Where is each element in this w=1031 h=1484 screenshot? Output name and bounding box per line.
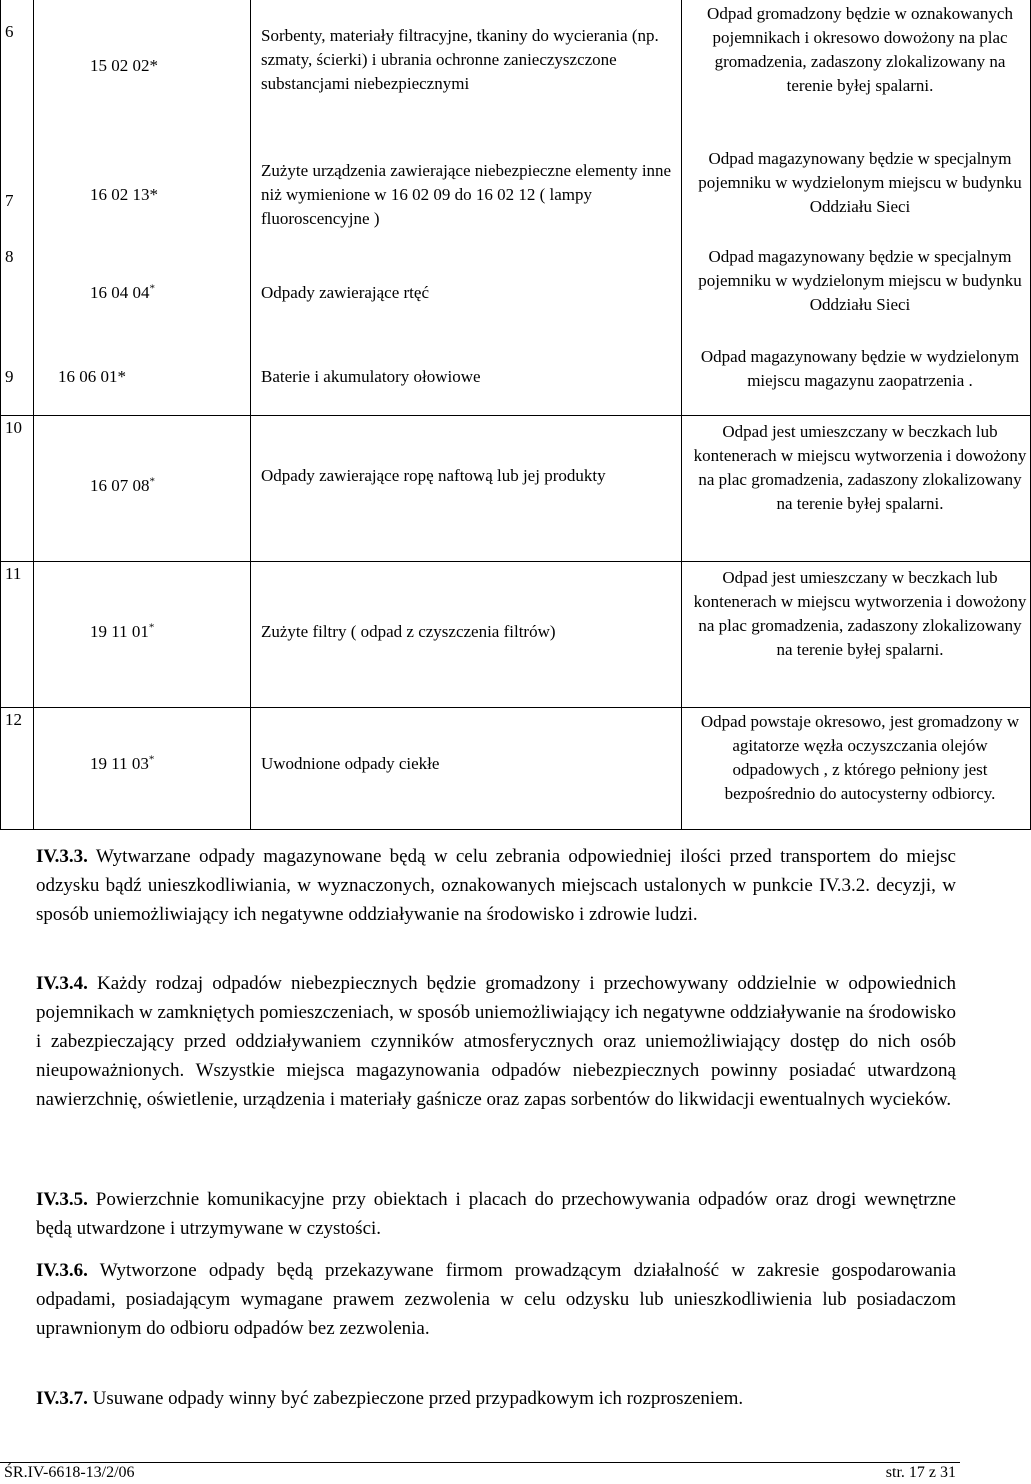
waste-name: Sorbenty, materiały filtracyjne, tkaniny do wycierania (np. szmaty, ścierki) i ubrania ochronne zanieczyszczone substancjami niebezpiecznymi bbox=[251, 0, 682, 147]
table-row bbox=[1, 245, 1031, 343]
paragraph-label: IV.3.5. bbox=[36, 1189, 88, 1210]
waste-code: 16 04 04* bbox=[34, 245, 251, 343]
waste-code: 15 02 02* bbox=[34, 0, 251, 147]
paragraph-label: IV.3.6. bbox=[36, 1260, 88, 1281]
waste-handling: Odpad powstaje okresowo, jest gromadzony w agitatorze węzła oczyszczania olejów odpadowych , z którego pełniony jest bezpośrednio do autocysterny odbiorcy. bbox=[682, 707, 1031, 829]
waste-code: 16 07 08* bbox=[34, 415, 251, 561]
page-number: str. 17 z 31 bbox=[885, 1464, 956, 1481]
row-number: 7 bbox=[1, 147, 34, 245]
waste-code: 16 02 13* bbox=[34, 147, 251, 245]
waste-name: Zużyte urządzenia zawierające niebezpieczne elementy inne niż wymienione w 16 02 09 do 16 02 12 ( lampy fluoroscencyjne ) bbox=[251, 147, 682, 245]
waste-code: 19 11 01* bbox=[34, 561, 251, 707]
footer-divider bbox=[0, 1462, 960, 1463]
paragraph-iv-3-7 bbox=[36, 1384, 956, 1413]
waste-name: Uwodnione odpady ciekłe bbox=[251, 707, 682, 829]
waste-handling: Odpad jest umieszczany w beczkach lub kontenerach w miejscu wytworzenia i dowożony na plac gromadzenia, zadaszony zlokalizowany na terenie byłej spalarni. bbox=[682, 561, 1031, 707]
waste-name: Odpady zawierające ropę naftową lub jej produkty bbox=[251, 415, 682, 561]
row-number: 9 bbox=[1, 343, 34, 415]
waste-name: Zużyte filtry ( odpad z czyszczenia filtrów) bbox=[251, 561, 682, 707]
table-row bbox=[1, 707, 1031, 829]
paragraph-iv-3-3 bbox=[36, 842, 956, 929]
waste-code: 16 06 01* bbox=[34, 343, 251, 415]
paragraph-text: Wytworzone odpady będą przekazywane firmom prowadzącym działalność w zakresie gospodarowania odpadami, posiadającym wymagane prawem zezwolenia w celu odzysku lub unieszkodliwienia lub posiadaczom uprawnionym do odbioru odpadów bez zezwolenia. bbox=[36, 1260, 956, 1339]
paragraph-iv-3-6 bbox=[36, 1256, 956, 1343]
paragraph-text: Każdy rodzaj odpadów niebezpiecznych będzie gromadzony i przechowywany oddzielnie w odpowiednich pojemnikach w zamkniętych pomieszczeniach, w sposób uniemożliwiający ich negatywne oddziaływanie na środowisko i zabezpieczający przed oddziaływaniem czynników atmosferycznych oraz uniemożliwiający dostęp do nich osób nieupoważnionych. Wszystkie miejsca magazynowania odpadów niebezpiecznych powinny posiadać utwardzoną nawierzchnię, oświetlenie, urządzenia i materiały gaśnicze oraz zapas sorbentów do likwidacji ewentualnych wycieków. bbox=[36, 973, 956, 1110]
paragraph-label: IV.3.3. bbox=[36, 846, 88, 867]
paragraph-label: IV.3.4. bbox=[36, 973, 88, 994]
waste-handling: Odpad gromadzony będzie w oznakowanych pojemnikach i okresowo dowożony na plac gromadzenia, zadaszony zlokalizowany na terenie byłej spalarni. bbox=[682, 0, 1031, 147]
waste-handling: Odpad magazynowany będzie w specjalnym pojemniku w wydzielonym miejscu w budynku Oddziału Sieci bbox=[682, 147, 1031, 245]
waste-handling: Odpad magazynowany będzie w wydzielonym miejscu magazynu zaopatrzenia . bbox=[682, 343, 1031, 415]
waste-handling: Odpad jest umieszczany w beczkach lub kontenerach w miejscu wytworzenia i dowożony na plac gromadzenia, zadaszony zlokalizowany na terenie byłej spalarni. bbox=[682, 415, 1031, 561]
row-number: 6 bbox=[1, 0, 34, 147]
row-number: 12 bbox=[1, 707, 34, 829]
row-number: 10 bbox=[1, 415, 34, 561]
paragraph-text: Powierzchnie komunikacyjne przy obiektach i placach do przechowywania odpadów oraz drogi wewnętrzne będą utwardzone i utrzymywane w czystości. bbox=[36, 1189, 956, 1239]
waste-handling: Odpad magazynowany będzie w specjalnym pojemniku w wydzielonym miejscu w budynku Oddziału Sieci bbox=[682, 245, 1031, 343]
row-number: 8 bbox=[1, 245, 34, 343]
table-row bbox=[1, 343, 1031, 415]
paragraph-text: Wytwarzane odpady magazynowane będą w celu zebrania odpowiedniej ilości przed transportem do miejsc odzysku bądź unieszkodliwiania, w wyznaczonych, oznakowanych miejscach ustalonych w punkcie IV.3.2. decyzji, w sposób uniemożliwiający ich negatywne oddziaływanie na środowisko i zdrowie ludzi. bbox=[36, 846, 956, 925]
paragraph-text: Usuwane odpady winny być zabezpieczone przed przypadkowym ich rozproszeniem. bbox=[87, 1388, 744, 1409]
table-row bbox=[1, 0, 1031, 147]
table-row bbox=[1, 147, 1031, 245]
table-row bbox=[1, 561, 1031, 707]
document-reference: ŚR.IV-6618-13/2/06 bbox=[4, 1464, 135, 1481]
paragraph-label: IV.3.7. bbox=[36, 1388, 88, 1409]
table-row bbox=[1, 415, 1031, 561]
paragraph-iv-3-4 bbox=[36, 969, 956, 1114]
waste-code: 19 11 03* bbox=[34, 707, 251, 829]
row-number: 11 bbox=[1, 561, 34, 707]
waste-name: Odpady zawierające rtęć bbox=[251, 245, 682, 343]
paragraph-iv-3-5 bbox=[36, 1185, 956, 1243]
waste-name: Baterie i akumulatory ołowiowe bbox=[251, 343, 682, 415]
